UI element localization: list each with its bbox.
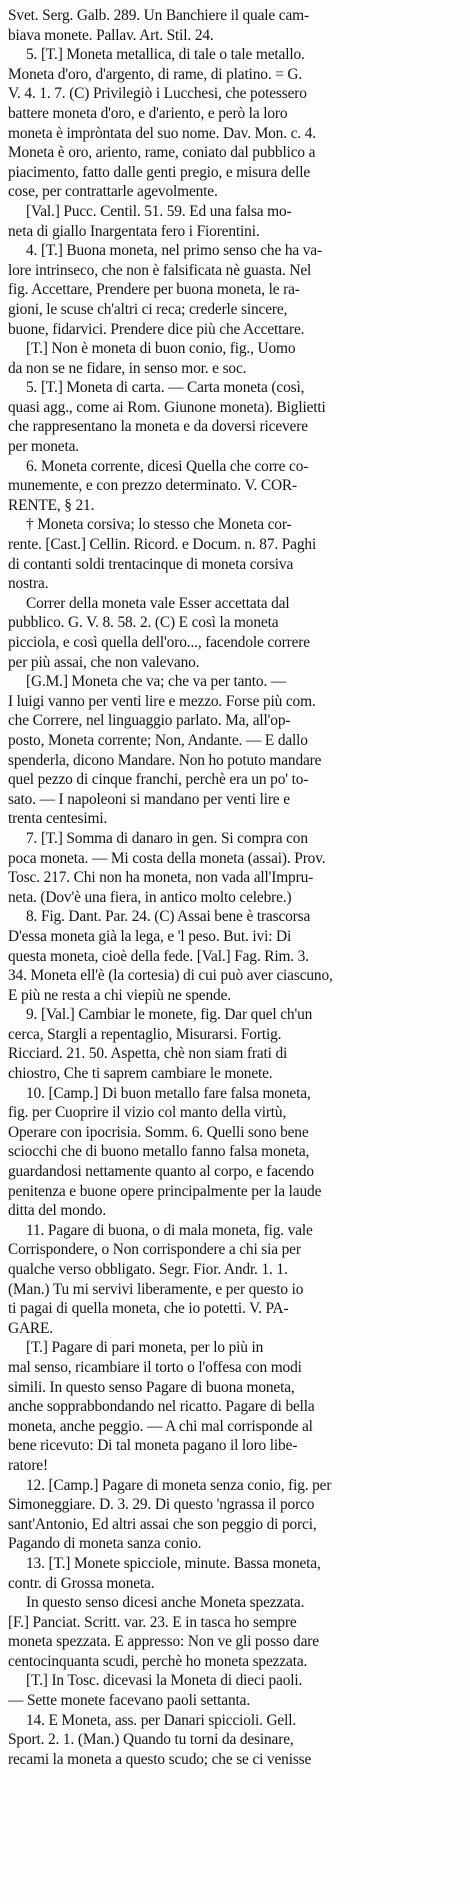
text-line: ti pagai di quella moneta, che io potetti. V. PA-	[8, 1300, 289, 1318]
text-line: gioni, le scuse ch'altri ci reca; crederle sincere,	[8, 300, 288, 318]
text-line: guardandosi nettamente quanto al corpo, e facendo	[8, 1163, 314, 1181]
text-line: per moneta.	[8, 438, 79, 456]
text-line: 5. [T.] Moneta di carta. — Carta moneta (così,	[26, 379, 305, 397]
text-line: Pagando di moneta sanza conio.	[8, 1535, 202, 1553]
text-line: da non se ne fidare, in senso mor. e soc.	[8, 359, 247, 377]
text-line: piacimento, fatto dalle genti pregio, e misura delle	[8, 163, 311, 181]
text-line: 11. Pagare di buona, o di mala moneta, fig. vale	[26, 1221, 313, 1239]
text-line: Moneta d'oro, d'argento, di rame, di platino. = G.	[8, 65, 303, 83]
text-line: chiostro, Che ti saprem cambiare le monete.	[8, 1065, 273, 1083]
text-line: bene ricevuto: Di tal moneta pagano il loro libe-	[8, 1437, 298, 1455]
text-line: nostra.	[8, 575, 49, 593]
text-line: Moneta è oro, ariento, rame, coniato dal pubblico a	[8, 144, 316, 162]
text-line: GARE.	[8, 1319, 53, 1337]
text-line: Svet. Serg. Galb. 289. Un Banchiere il quale cam-	[8, 7, 309, 24]
text-line: sato. — I napoleoni si mandano per venti lire e	[8, 790, 290, 808]
text-line: munemente, e con prezzo determinato. V. COR-	[8, 477, 298, 495]
text-line: penitenza e buone opere principalmente per la laude	[8, 1182, 322, 1200]
text-line: moneta è impròntata del suo nome. Dav. Mon. c. 4.	[8, 124, 316, 142]
text-line: questa moneta, cioè della fede. [Val.] Fag. Rim. 3.	[8, 947, 309, 965]
text-line: per più assai, che non valevano.	[8, 653, 200, 671]
text-line: [G.M.] Moneta che va; che va per tanto. —	[26, 673, 287, 691]
text-line: — Sette monete facevano paoli settanta.	[8, 1692, 251, 1710]
text-line: lore intrinseco, che non è falsificata nè guasta. Nel	[8, 261, 312, 279]
text-line: recami la moneta a questo scudo; che se ci venisse	[8, 1750, 312, 1768]
text-line: 12. [Camp.] Pagare di moneta senza conio, fig. per	[26, 1476, 332, 1494]
text-line: 13. [T.] Monete spicciole, minute. Bassa moneta,	[26, 1554, 321, 1572]
text-line: buone, fidarvici. Prendere dice più che Accettare.	[8, 320, 305, 338]
text-line: Tosc. 217. Chi non ha moneta, non vada all'Impru-	[8, 869, 314, 887]
text-line: fig. per Cuoprire il vizio col manto della virtù,	[8, 1104, 287, 1122]
text-line: trenta centesimi.	[8, 810, 108, 828]
text-line: In questo senso dicesi anche Moneta spezzata.	[26, 1594, 305, 1612]
text-line: biava monete. Pallav. Art. Stil. 24.	[8, 26, 214, 44]
text-line: 7. [T.] Somma di danaro in gen. Si compra con	[26, 829, 308, 847]
text-line: ditta del mondo.	[8, 1202, 107, 1220]
text-line: I luigi vanno per venti lire e mezzo. Forse più com.	[8, 692, 316, 710]
text-line: neta. (Dov'è una fiera, in antico molto celebre.)	[8, 888, 292, 906]
text-line: picciola, e così quella dell'oro..., facendole correre	[8, 634, 310, 651]
text-line: 4. [T.] Buona moneta, nel primo senso che ha va-	[26, 242, 322, 260]
text-line: poca moneta. — Mi costa della moneta (assai). Prov.	[8, 849, 326, 867]
text-line: 5. [T.] Moneta metallica, di tale o tale metallo.	[26, 46, 305, 64]
text-line: che Correre, nel linguaggio parlato. Ma, all'op-	[8, 712, 291, 730]
text-line: che rappresentano la moneta e da doversi ricevere	[8, 418, 308, 436]
text-line: mal senso, ricambiare il torto o l'offesa con modi	[8, 1358, 302, 1376]
text-line: centocinquanta scudi, perchè ho moneta spezzata.	[8, 1652, 308, 1670]
text-line: moneta spezzata. E appresso: Non ve gli posso dare	[8, 1633, 319, 1651]
text-line: RENTE, § 21.	[8, 496, 95, 514]
text-line: di contanti soldi trentacinque di moneta corsiva	[8, 555, 294, 573]
text-line: Operare con ipocrisia. Somm. 6. Quelli sono bene	[8, 1123, 309, 1141]
text-line: fig. Accettare, Prendere per buona moneta, le ra-	[8, 281, 300, 299]
text-line: quasi agg., come ai Rom. Giunone moneta). Biglietti	[8, 398, 326, 416]
text-line: simili. In questo senso Pagare di buona moneta,	[8, 1378, 295, 1396]
text-line: V. 4. 1. 7. (C) Privilegiò i Lucchesi, che potessero	[8, 85, 307, 103]
text-line: Corrispondere, o Non corrispondere a chi sia per	[8, 1241, 301, 1259]
text-line: posto, Moneta corrente; Non, Andante. — E dallo	[8, 731, 308, 749]
text-line: (Man.) Tu mi servivi liberamente, e per questo io	[8, 1280, 304, 1298]
text-line: Sport. 2. 1. (Man.) Quando tu torni da desinare,	[8, 1731, 294, 1749]
text-line: Ricciard. 21. 50. Aspetta, chè non siam frati di	[8, 1045, 288, 1063]
text-line: [T.] In Tosc. dicevasi la Moneta di dieci paoli.	[26, 1672, 303, 1690]
text-line: moneta, anche peggio. — A chi mal corrisponde al	[8, 1417, 313, 1435]
text-line: sant'Antonio, Ed altri assai che son peggio di porci,	[8, 1515, 317, 1533]
text-line: cose, per contrattarle agevolmente.	[8, 183, 218, 201]
text-line: Correr della moneta vale Esser accettata dal	[26, 594, 290, 612]
text-line: cerca, Stargli a repentaglio, Misurarsi. Fortig.	[8, 1025, 282, 1043]
text-line: battere moneta d'oro, e d'ariento, e però la loro	[8, 104, 288, 122]
text-line: 14. E Moneta, ass. per Danari spiccioli. Gell.	[26, 1711, 297, 1729]
text-line: anche sopprabbondando nel ricatto. Pagare di bella	[8, 1398, 315, 1416]
text-line: spenderla, dicono Mandare. Non ho potuto mandare	[8, 751, 322, 769]
text-line: D'essa moneta già la lega, e 'l peso. But. ivi: Di	[8, 927, 292, 945]
dictionary-entry-text	[8, 6, 460, 1769]
text-line: 10. [Camp.] Di buon metallo fare falsa moneta,	[26, 1084, 311, 1102]
text-line: contr. di Grossa moneta.	[8, 1574, 155, 1592]
text-line: [Val.] Pucc. Centil. 51. 59. Ed una falsa mo-	[26, 202, 292, 220]
text-line: Simoneggiare. D. 3. 29. Di questo 'ngrassa il porco	[8, 1496, 315, 1514]
text-line: neta di giallo Inargentata fero i Fiorentini.	[8, 222, 260, 240]
text-line: 9. [Val.] Cambiar le monete, fig. Dar quel ch'un	[26, 1006, 313, 1024]
text-line: sciocchi che di buono metallo fanno falsa moneta,	[8, 1143, 310, 1161]
text-line: ratore!	[8, 1456, 48, 1474]
text-line: 8. Fig. Dant. Par. 24. (C) Assai bene è trascorsa	[26, 908, 311, 926]
text-line: qualche verso obbligato. Segr. Fior. Andr. 1. 1.	[8, 1261, 288, 1278]
text-line: [T.] Non è moneta di buon conio, fig., Uomo	[26, 340, 296, 358]
text-line: E più ne resta a chi viepiù ne spende.	[8, 986, 231, 1004]
text-line: pubblico. G. V. 8. 58. 2. (C) E così la moneta	[8, 614, 279, 632]
text-line: [T.] Pagare di pari moneta, per lo più in	[26, 1339, 264, 1357]
text-line: 34. Moneta ell'è (la cortesia) di cui può aver ciascuno,	[8, 967, 333, 985]
text-line: rente. [Cast.] Cellin. Ricord. e Docum. n. 87. Paghi	[8, 536, 317, 554]
text-line: quel pezzo di cinque franchi, perchè era un po' to-	[8, 771, 309, 789]
text-line: [F.] Panciat. Scritt. var. 23. E in tasca ho sempre	[8, 1613, 297, 1631]
text-line: † Moneta corsiva; lo stesso che Moneta cor-	[26, 516, 292, 534]
text-line: 6. Moneta corrente, dicesi Quella che corre co-	[26, 457, 309, 475]
